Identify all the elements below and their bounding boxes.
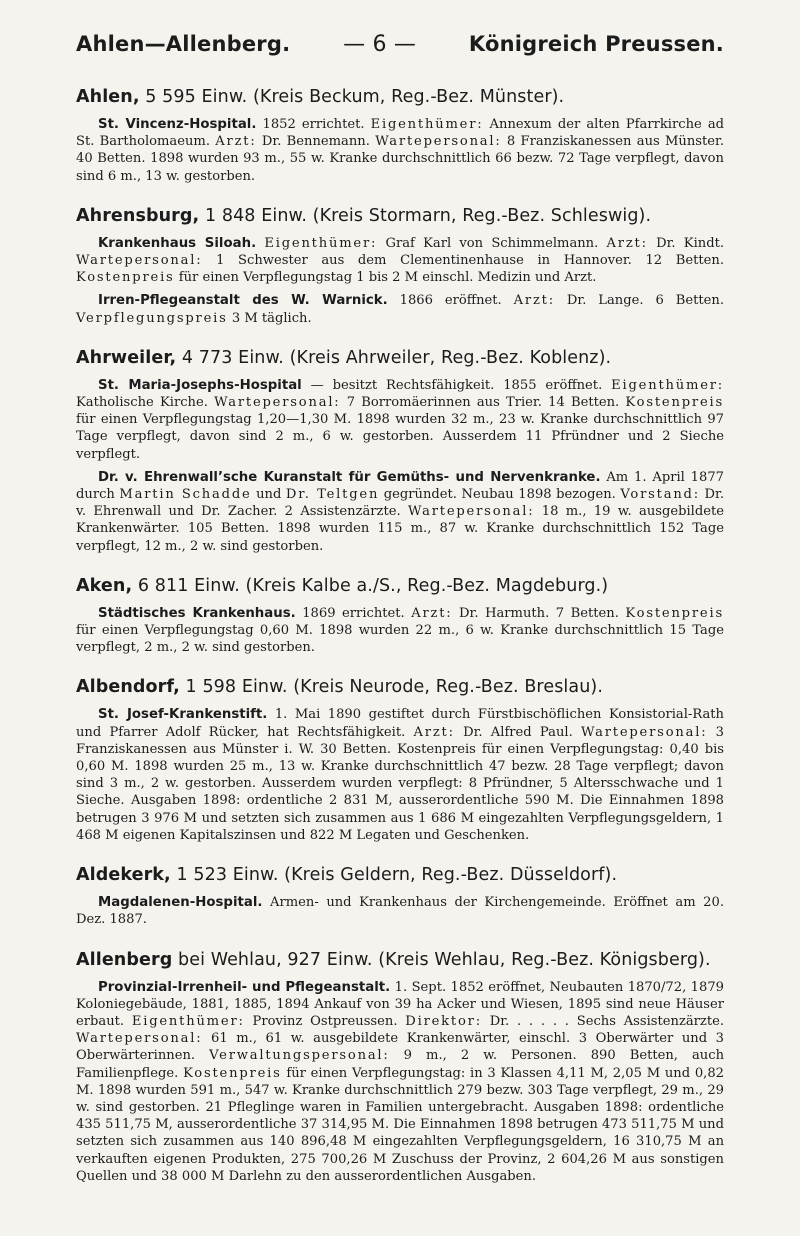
field-label: Direktor: bbox=[405, 1013, 482, 1029]
field-label: Verpflegungspreis bbox=[76, 310, 228, 326]
place-heading bbox=[76, 348, 724, 368]
field-label: Kostenpreis bbox=[183, 1065, 282, 1081]
place-details: bei Wehlau, 927 Einw. (Kreis Wehlau, Reg.-Bez. Königsberg). bbox=[172, 949, 711, 970]
field-label: Kostenpreis bbox=[76, 270, 175, 286]
entry-text: 8 Franziskanessen aus Münster. 40 Betten. 1898 wurden 93 m., 55 w. Kranke durchschnittlich 66 bezw. 72 Tage verpflegt, davon sind 6 m., 13 w. gestorben. bbox=[76, 134, 724, 184]
entry-text: 1866 eröffnet. bbox=[387, 293, 514, 309]
entry-text: Katholische Kirche. bbox=[76, 395, 215, 411]
field-label: Wartepersonal: bbox=[76, 1031, 203, 1047]
running-head-left: Ahlen—Allenberg. bbox=[76, 32, 291, 56]
entry-text: Annexum der alten Pfarrkirche ad St. Bartholomaeum. bbox=[76, 117, 725, 150]
institution-entry bbox=[76, 979, 724, 1185]
entry-text: 3 Franziskanessen aus Münster i. W. 30 Betten. Kostenpreis für einen Verpflegungstag: 0,40 bis 0,60 M. 1898 wurden 25 m., 13 w. Kranke durchschnittlich 47 bezw. 28 Tage verpflegt; davon sind 3 m., 2 w. gestorben. Ausserdem wurden verpflegt: 8 Pfründner, 5 Altersschwache und 1 Sieche. Ausgaben 1898: ordentliche 2 831 M, ausserordentliche 590 M. Die Einnahmen 1898 betrugen 3 976 M und setzten sich zusammen aus 1 686 M eingezahlten Verpflegungsgeldern, 1 468 M eigenen Kapitalszinsen und 822 M Legaten und Geschenken. bbox=[76, 724, 724, 843]
field-label: Dr. Teltgen bbox=[285, 487, 380, 503]
field-label: Wartepersonal: bbox=[375, 134, 502, 150]
field-label: Kostenpreis bbox=[625, 395, 724, 411]
field-label: Arzt: bbox=[513, 293, 555, 309]
institution-name: Dr. v. Ehrenwall’sche Kuranstalt für Gemüths- und Nervenkranke. bbox=[98, 469, 601, 485]
entry-text: 9 m., 2 w. Personen. 890 Betten, auch Familienpflege. bbox=[76, 1048, 724, 1081]
institution-name: Magdalenen-Hospital. bbox=[98, 895, 263, 911]
place-section bbox=[76, 865, 724, 928]
field-label: Martin Schadde bbox=[119, 487, 252, 503]
content bbox=[76, 87, 724, 1185]
place-heading bbox=[76, 677, 724, 697]
field-label: Arzt: bbox=[606, 235, 648, 251]
place-details: 1 848 Einw. (Kreis Stormarn, Reg.-Bez. Schleswig). bbox=[199, 205, 652, 226]
place-name: Allenberg bbox=[76, 949, 173, 970]
running-head bbox=[76, 32, 724, 57]
field-label: Wartepersonal: bbox=[407, 504, 535, 520]
entry-text: 3 M täglich. bbox=[227, 310, 312, 326]
place-details: 4 773 Einw. (Kreis Ahrweiler, Reg.-Bez. Koblenz). bbox=[176, 347, 612, 368]
place-name: Aldekerk, bbox=[76, 865, 171, 886]
entry-text: Armen- und Krankenhaus der Kirchengemeinde. Eröffnet am 20. Dez. 1887. bbox=[76, 895, 724, 928]
field-label: Vorstand: bbox=[620, 487, 700, 503]
place-heading bbox=[76, 865, 724, 885]
entry-text: Graf Karl von Schimmelmann. bbox=[377, 235, 607, 251]
institution-entry bbox=[76, 706, 724, 844]
place-name: Ahlen, bbox=[76, 87, 140, 107]
entry-text: 1. Mai 1890 gestiftet durch Fürstbischöflichen Konsistorial-Rath und Pfarrer Adolf Rücker, hat Rechtsfähigkeit. bbox=[76, 707, 724, 740]
entry-text: 61 m., 61 w. ausgebildete Krankenwärter, einschl. 3 Oberwärter und 3 Oberwärterinnen. bbox=[76, 1031, 724, 1064]
place-heading bbox=[76, 87, 724, 107]
field-label: Arzt: bbox=[411, 605, 453, 621]
place-details: 1 598 Einw. (Kreis Neurode, Reg.-Bez. Breslau). bbox=[179, 677, 603, 698]
institution-entry bbox=[76, 605, 724, 657]
place-section bbox=[76, 206, 724, 327]
running-head-right: Königreich Preussen. bbox=[468, 32, 724, 56]
entry-text: Dr. Bennemann. bbox=[256, 134, 376, 150]
place-section bbox=[76, 677, 724, 844]
place-details: 5 595 Einw. (Kreis Beckum, Reg.-Bez. Münster). bbox=[139, 87, 565, 107]
entry-text: Dr. Harmuth. 7 Betten. bbox=[452, 605, 626, 621]
entry-text: für einen Verpflegungstag: in 3 Klassen 4,11 M, 2,05 M und 0,82 M. 1898 wurden 591 m., 547 w. Kranke durchschnittlich 279 bezw. 303 Tage verpflegt, 29 m., 29 w. sind gestorben. 21 Pfleglinge waren in Familien untergebracht. Ausgaben 1898: ordentliche 435 511,75 M, ausserordentliche 37 314,95 M. Die Einnahmen 1898 betrugen 473 511,75 M und setzten sich zusammen aus 140 896,48 M eingezahlten Verpflegungsgeldern, 16 310,75 M an verkauften eigenen Produkten, 275 700,26 M Zuschuss der Provinz, 2 604,26 M aus sonstigen Quellen und 38 000 M Darlehn zu den ausserordentlichen Ausgaben. bbox=[76, 1065, 724, 1184]
entry-text: für einen Verpflegungstag 1 bis 2 M einschl. Medizin und Arzt. bbox=[174, 270, 597, 286]
entry-text: für einen Verpflegungstag 0,60 M. 1898 wurden 22 m., 6 w. Kranke durchschnittlich 15 Tage verpflegt, 2 m., 2 w. sind gestorben. bbox=[76, 623, 724, 656]
field-label: Wartepersonal: bbox=[214, 395, 341, 411]
place-heading bbox=[76, 206, 724, 226]
institution-entry bbox=[76, 116, 724, 185]
institution-name: St. Vincenz-Hospital. bbox=[98, 117, 257, 132]
field-label: Eigenthümer: bbox=[131, 1013, 245, 1029]
place-section bbox=[76, 950, 724, 1185]
entry-text: und bbox=[251, 487, 286, 503]
page-number: — 6 — bbox=[343, 32, 417, 57]
entry-text: Dr. Alfred Paul. bbox=[454, 724, 581, 740]
field-label: Wartepersonal: bbox=[76, 253, 203, 269]
entry-text: Am 1. April 1877 durch bbox=[76, 469, 724, 503]
entry-text: 18 m., 19 w. ausgebildete Krankenwärter. 105 Betten. 1898 wurden 115 m., 87 w. Kranke durchschnittlich 152 Tage verpflegt, 12 m., 2 w. sind gestorben. bbox=[76, 504, 725, 554]
institution-name: St. Maria-Josephs-Hospital bbox=[98, 377, 302, 393]
institution-name: Irren-Pflegeanstalt des W. Warnick. bbox=[98, 293, 388, 309]
institution-entry bbox=[76, 377, 724, 463]
institution-entry bbox=[76, 469, 724, 555]
entry-text: 1. Sept. 1852 eröffnet, Neubauten 1870/72, 1879 Koloniegebäude, 1881, 1885, 1894 Ankauf von 39 ha Acker und Wiesen, 1895 sind neue Häuser erbaut. bbox=[76, 979, 725, 1029]
place-section bbox=[76, 87, 724, 185]
entry-text: 1869 errichtet. bbox=[295, 605, 412, 621]
field-label: Eigenthümer: bbox=[370, 117, 484, 132]
entry-text: Provinz Ostpreussen. bbox=[244, 1013, 406, 1029]
institution-name: St. Josef-Krankenstift. bbox=[98, 707, 268, 723]
place-heading bbox=[76, 950, 724, 970]
entry-text: für einen Verpflegungstag 1,20—1,30 M. 1898 wurden 32 m., 23 w. Kranke durchschnittlich 97 Tage verpflegt, davon sind 2 m., 6 w. gestorben. Ausserdem 11 Pfründner und 2 Sieche verpflegt. bbox=[76, 412, 724, 462]
place-section bbox=[76, 576, 724, 657]
entry-text: 7 Borromäerinnen aus Trier. 14 Betten. bbox=[340, 395, 626, 411]
field-label: Verwaltungspersonal: bbox=[209, 1048, 390, 1064]
place-name: Ahrweiler, bbox=[76, 347, 177, 368]
field-label: Eigenthümer: bbox=[264, 235, 378, 251]
place-heading bbox=[76, 576, 724, 596]
entry-text: — besitzt Rechtsfähigkeit. 1855 eröffnet. bbox=[301, 377, 612, 393]
place-section bbox=[76, 348, 724, 555]
place-name: Ahrensburg, bbox=[76, 205, 200, 226]
institution-name: Provinzial-Irrenheil- und Pflegeanstalt. bbox=[98, 979, 391, 995]
entry-text: Dr. Lange. 6 Betten. bbox=[554, 293, 724, 309]
place-name: Albendorf, bbox=[76, 677, 180, 698]
institution-name: Krankenhaus Siloah. bbox=[98, 235, 257, 251]
field-label: Kostenpreis bbox=[625, 605, 724, 621]
field-label: Wartepersonal: bbox=[580, 724, 708, 740]
entry-text: Dr. Kindt. bbox=[647, 235, 725, 251]
entry-text: gegründet. Neubau 1898 bezogen. bbox=[379, 487, 621, 503]
institution-name: Städtisches Krankenhaus. bbox=[98, 605, 296, 621]
field-label: Eigenthümer: bbox=[611, 377, 725, 393]
institution-entry bbox=[76, 894, 724, 928]
entry-text: Dr. v. Ehrenwall und Dr. Zacher. 2 Assistenzärzte. bbox=[76, 487, 724, 520]
entry-text: 1852 errichtet. bbox=[256, 117, 371, 132]
entry-text: 1 Schwester aus dem Clementinenhause in Hannover. 12 Betten. bbox=[202, 253, 724, 269]
place-details: 1 523 Einw. (Kreis Geldern, Reg.-Bez. Düsseldorf). bbox=[170, 865, 618, 886]
field-label: Arzt: bbox=[215, 134, 257, 150]
place-details: 6 811 Einw. (Kreis Kalbe a./S., Reg.-Bez. Magdeburg.) bbox=[132, 575, 609, 596]
institution-entry bbox=[76, 235, 724, 287]
entry-text: Dr. . . . . . Sechs Assistenzärzte. bbox=[481, 1013, 725, 1029]
institution-entry bbox=[76, 292, 724, 326]
field-label: Arzt: bbox=[413, 724, 455, 740]
place-name: Aken, bbox=[76, 575, 133, 596]
